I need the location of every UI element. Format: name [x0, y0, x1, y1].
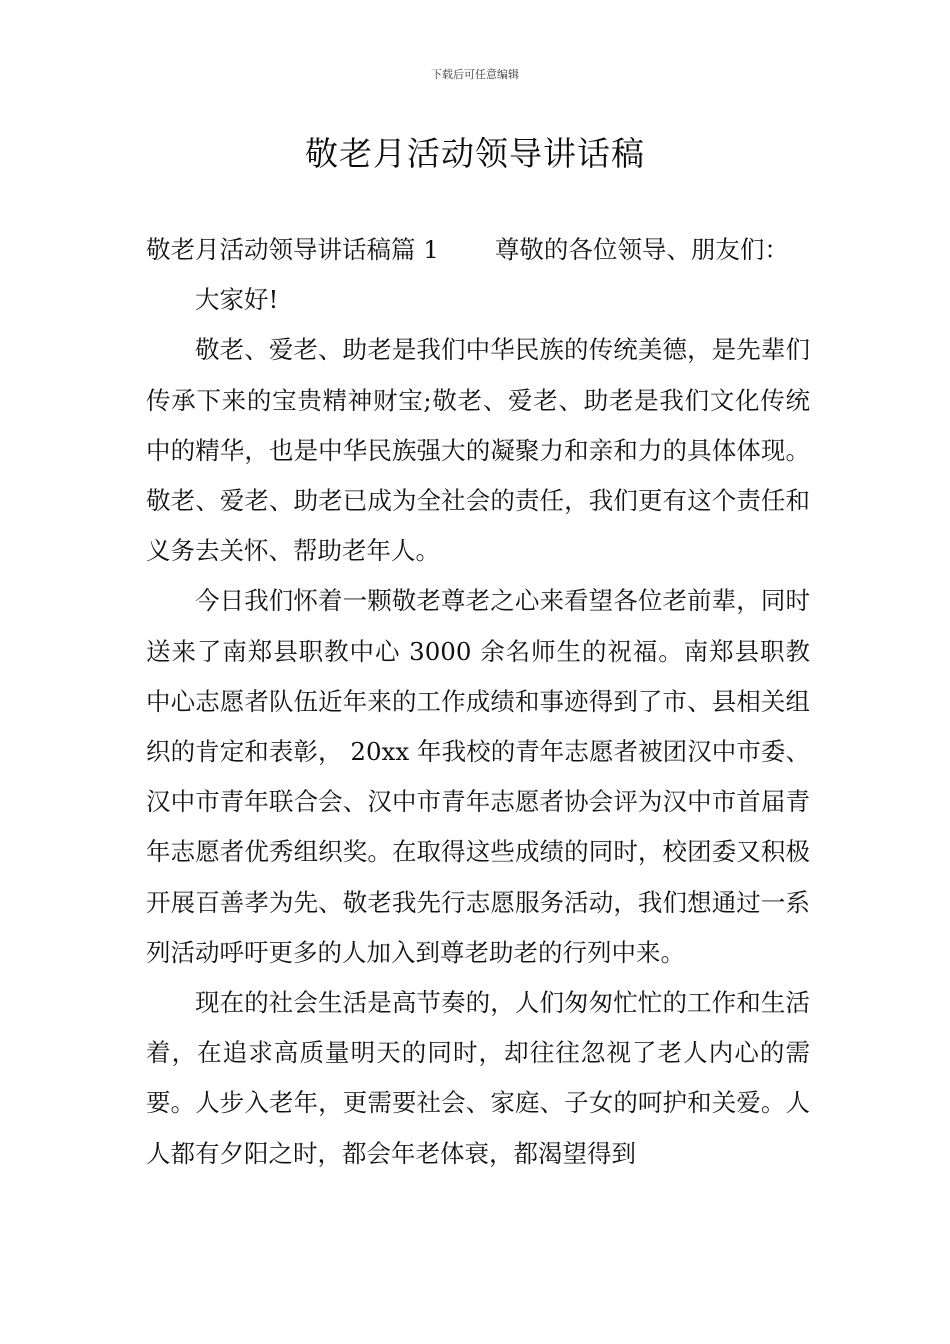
section-heading: 敬老月活动领导讲话稿篇 1	[146, 235, 439, 264]
greeting: 大家好!	[195, 285, 279, 315]
header-note: 下载后可任意编辑	[431, 68, 519, 81]
paragraph-3: 现在的社会生活是高节奏的，人们匆匆忙忙的工作和生活着，在追求高质量明天的同时，却往往忽视了老人内心的需要。人步入老年，更需要社会、家庭、子女的呵护和关爱。人人都有夕阳之时，都会年老体衰，都渴望得到	[146, 988, 810, 1168]
document-body	[146, 225, 810, 1179]
first-line	[146, 225, 810, 275]
paragraph-2: 今日我们怀着一颗敬老尊老之心来看望各位老前辈，同时送来了南郑县职教中心 3000 余名师生的祝福。南郑县职教中心志愿者队伍近年来的工作成绩和事迹得到了市、县相关组织的肯定和表彰， 20xx 年我校的青年志愿者被团汉中市委、汉中市青年联合会、汉中市青年志愿者协会评为汉中市首届青年志愿者优秀组织奖。在取得这些成绩的同时，校团委又积极开展百善孝为先、敬老我先行志愿服务活动，我们想通过一系列活动呼吁更多的人加入到尊老助老的行列中来。	[146, 586, 810, 967]
document-title: 敬老月活动领导讲话稿	[305, 134, 645, 173]
spacer	[439, 225, 495, 275]
salutation: 尊敬的各位领导、朋友们：	[494, 235, 789, 264]
paragraph-1: 敬老、爱老、助老是我们中华民族的传统美德，是先辈们传承下来的宝贵精神财宝;敬老、爱老、助老是我们文化传统中的精华，也是中华民族强大的凝聚力和亲和力的具体体现。敬老、爱老、助老已成为全社会的责任，我们更有这个责任和义务去关怀、帮助老年人。	[146, 335, 810, 566]
